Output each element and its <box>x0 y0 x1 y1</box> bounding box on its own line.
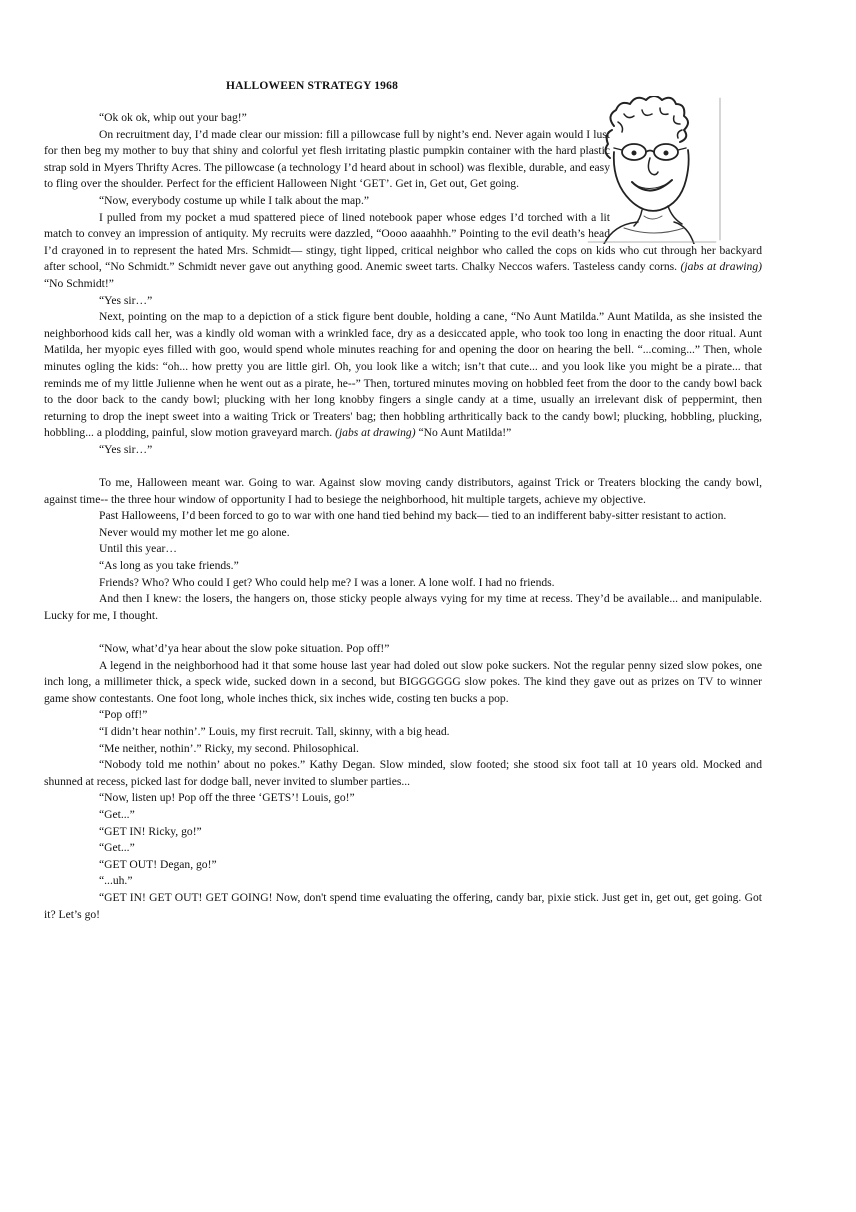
paragraph <box>44 707 762 724</box>
paragraph-text: “Get...” <box>99 807 135 821</box>
paragraph <box>44 558 762 575</box>
paragraph-text: “I didn’t hear nothin’.” Louis, my first recruit. Tall, skinny, with a big head. <box>99 724 450 738</box>
paragraph-text: “Yes sir…” <box>99 293 153 307</box>
caricature-portrait-image <box>584 96 724 244</box>
paragraph <box>44 757 762 790</box>
paragraph-text: And then I knew: the losers, the hangers on, those sticky people always vying for my time at recess. They’d be available... and manipulable. Lucky for me, I thought. <box>44 592 762 622</box>
paragraph <box>44 641 762 658</box>
paragraph-text: “As long as you take friends.” <box>99 559 239 573</box>
paragraph <box>44 807 762 824</box>
paragraph-text: “Get...” <box>99 841 135 855</box>
paragraph <box>44 824 762 841</box>
paragraph <box>44 840 762 857</box>
paragraph <box>44 575 762 592</box>
paragraph-text: To me, Halloween meant war. Going to war. Against slow moving candy distributors, against Trick or Treaters blocking the candy bowl, against time-- the three hour window of opportunity I had to besiege the neighborhood, hit multiple targets, achieve my objective. <box>44 476 762 506</box>
paragraph-text: “Nobody told me nothin’ about no pokes.” Kathy Degan. Slow minded, slow footed; she stood six foot tall at 10 years old. Mocked and shunned at recess, picked last for dodge ball, never invited to slumber parties... <box>44 758 762 788</box>
paragraph <box>44 724 762 741</box>
paragraph-text: Friends? Who? Who could I get? Who could help me? I was a loner. A lone wolf. I had no friends. <box>99 575 555 589</box>
paragraph-text: On recruitment day, I’d made clear our mission: fill a pillowcase full by night’s end. Never again would I lust for then beg my mother to buy that shiny and colorful yet flesh irritating plastic pumpkin container with the hard plastic strap sold in Myers Thrifty Acres. The pillowcase (a technology I’d heard about in school) was flexible, durable, and easy to fling over the shoulder. Perfect for the efficient Halloween Night ‘GET’. Get in, Get out, Get going. <box>44 127 610 191</box>
paragraph <box>44 741 762 758</box>
stage-direction: (jabs at drawing) <box>335 426 416 440</box>
paragraph-text: I pulled from my pocket a mud spattered piece of lined notebook paper whose edges I’d torched with a lit match to convey an impression of antiquity. My recruits were dazzled, “Oooo aaaahhh.” Pointing to the evil death’s head I’d crayoned in to represent the hated Mrs. Schmidt— stingy, tight lipped, critical neighbor who called the cops on kids who cut through her backyard after school, “No Schmidt.” Schmidt never gave out anything good. Anemic sweet tarts. Chalky Neccos wafers. Tasteless candy corns. <box>44 210 762 274</box>
paragraph-text: Next, pointing on the map to a depiction of a stick figure bent double, holding a cane, “No Aunt Matilda.” Aunt Matilda, as she insisted the neighborhood kids call her, was a kindly old woman with a wrinkled face, dry as a desiccated apple, who took too long in enacting the door ritual. Aunt Matilda, her myopic eyes filled with goo, would spend whole minutes reaching for and opening the door on hearing the bell. “...coming...” Then, whole minutes ogling the kids: “oh... how pretty you are little girl. Oh, you look like a witch; isn’t that cute... and you look like you might be a pirate... that reminds me of my little Julienne when he went out as a pirate, he--” Then, tortured minutes moving on hobbled feet from the door to the candy bowl back to the door back to the candy bowl; plucking with her long knobby fingers a single candy at a time, usually an irrelevant disk of peppermint, then returning to drop the inept sweet into a waiting Trick or Treaters' bag; then hobbling arthritically back to the candy bowl; plucking, hobbling, plucking, hobbling... a plodding, painful, slow motion graveyard march. <box>44 310 762 440</box>
paragraph-text: “GET IN! GET OUT! GET GOING! Now, don't spend time evaluating the offering, candy bar, pixie stick. Just get in, get out, get going. Got it? Let’s go! <box>44 890 762 921</box>
paragraph <box>44 790 762 807</box>
paragraph-text: “GET IN! Ricky, go!” <box>99 824 202 838</box>
paragraph <box>44 475 762 508</box>
paragraph-text: A legend in the neighborhood had it that some house last year had doled out slow poke suckers. Not the regular penny sized slow pokes, one inch long, a millimeter thick, a speck wide, sucked down in a second, but BIGGGGGG slow pokes. The kind they gave out as prizes on TV to winner game show contestants. One foot long, whole inches thick, six inches wide, costing ten bucks a pop. <box>44 658 762 705</box>
paragraph <box>44 442 762 459</box>
paragraph-text-tail: “No Schmidt!” <box>44 276 114 290</box>
paragraph <box>44 541 762 558</box>
paragraph-text: “Pop off!” <box>99 708 148 722</box>
paragraph-text: “Yes sir…” <box>99 442 153 456</box>
paragraph <box>44 293 762 310</box>
paragraph <box>44 857 762 874</box>
paragraph-text: “Ok ok ok, whip out your bag!” <box>99 111 247 124</box>
paragraph <box>44 591 762 624</box>
paragraph-text: Until this year… <box>99 542 177 556</box>
paragraph-text: “Now, what’d’ya hear about the slow poke situation. Pop off!” <box>99 642 390 655</box>
paragraph-text: “...uh.” <box>99 874 133 888</box>
paragraph <box>44 508 762 525</box>
paragraph-text: “Now, listen up! Pop off the three ‘GETS’! Louis, go!” <box>99 791 355 805</box>
paragraph-text-tail: “No Aunt Matilda!” <box>415 426 512 440</box>
paragraph <box>44 658 762 708</box>
paragraph <box>44 525 762 542</box>
paragraph <box>44 890 762 923</box>
paragraph-text: “GET OUT! Degan, go!” <box>99 857 217 871</box>
paragraph <box>44 309 762 442</box>
document-title: HALLOWEEN STRATEGY 1968 <box>226 80 399 92</box>
paragraph-text: “Now, everybody costume up while I talk about the map.” <box>99 193 370 207</box>
paragraph <box>44 873 762 890</box>
paragraph-text: “Me neither, nothin’.” Ricky, my second. Philosophical. <box>99 741 359 755</box>
paragraph-text: Never would my mother let me go alone. <box>99 525 290 539</box>
stage-direction: (jabs at drawing) <box>680 260 762 274</box>
paragraph-text: Past Halloweens, I’d been forced to go to war with one hand tied behind my back— tied to an indifferent baby-sitter resistant to action. <box>99 509 727 523</box>
